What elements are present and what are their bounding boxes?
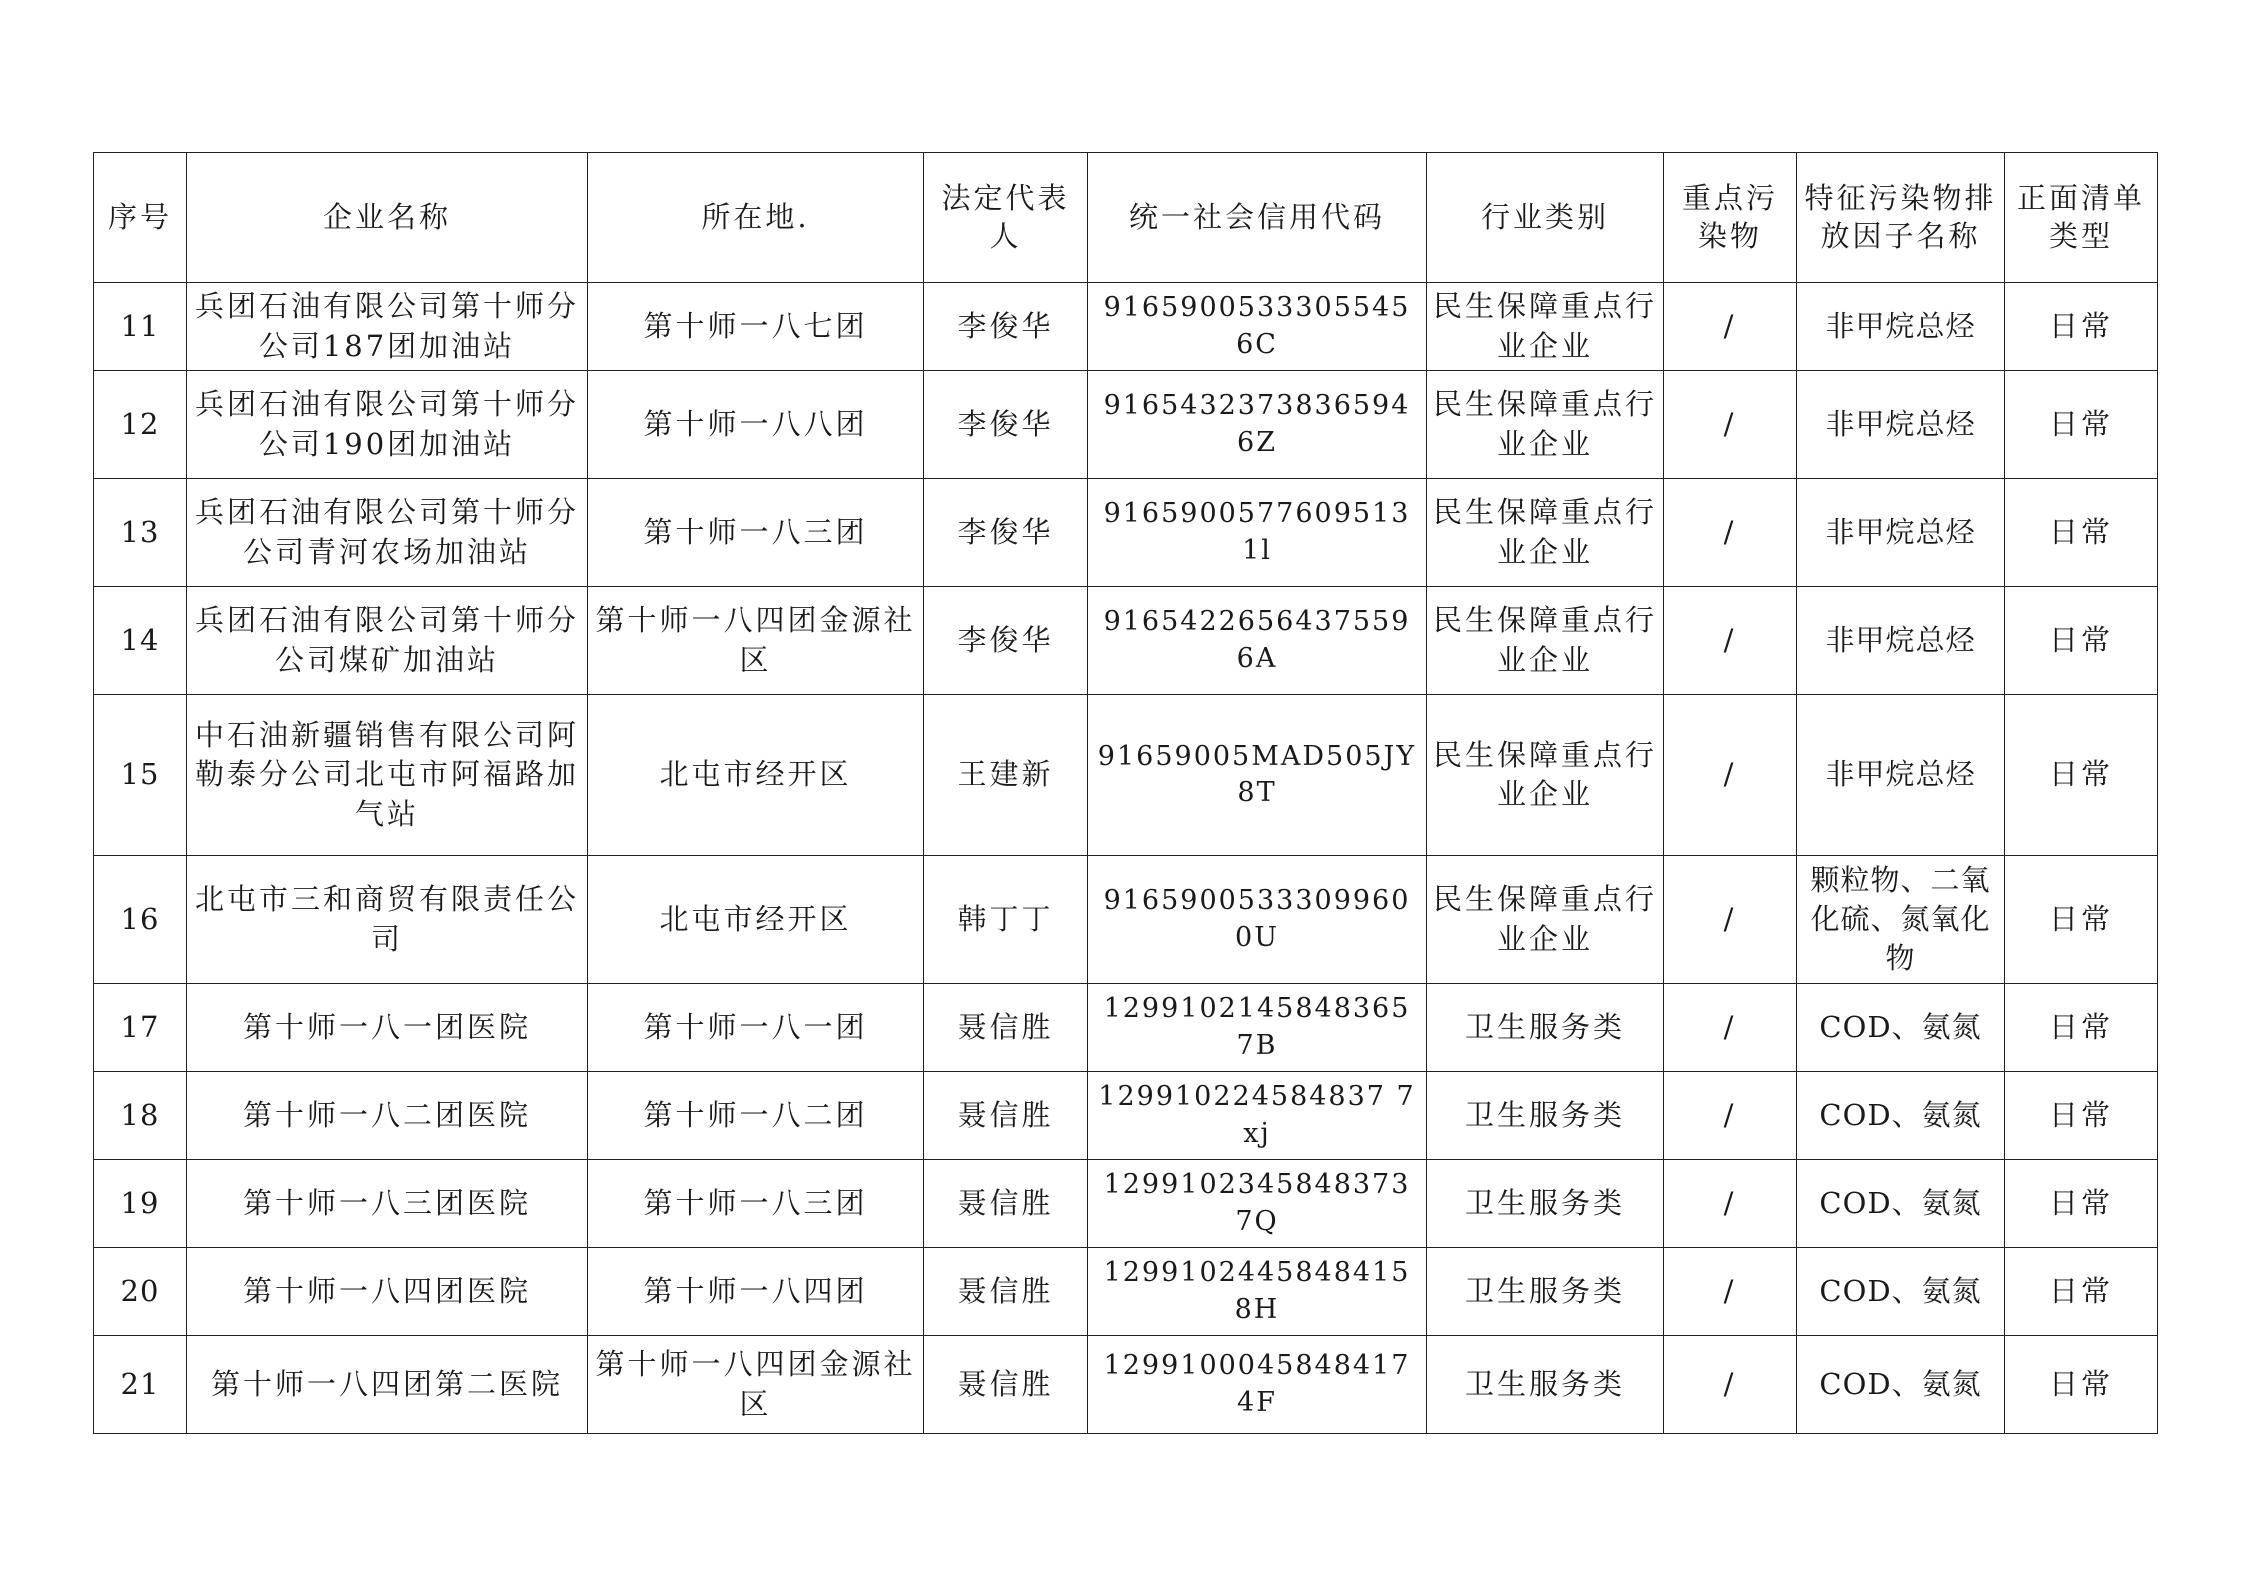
cell-list-type: 日常 — [2005, 1336, 2158, 1434]
cell-industry: 卫生服务类 — [1427, 1160, 1664, 1248]
cell-list-type: 日常 — [2005, 695, 2158, 856]
header-industry: 行业类别 — [1427, 153, 1664, 283]
cell-feature-factor: 非甲烷总烃 — [1797, 371, 2005, 479]
table-row — [94, 856, 2158, 984]
cell-name: 兵团石油有限公司第十师分公司青河农场加油站 — [187, 479, 588, 587]
cell-credit-code: 129910224584837 7xj — [1088, 1072, 1427, 1160]
table-row — [94, 1160, 2158, 1248]
cell-key-pollutant: / — [1664, 1160, 1797, 1248]
cell-name: 第十师一八一团医院 — [187, 984, 588, 1072]
cell-feature-factor: COD、氨氮 — [1797, 1248, 2005, 1336]
cell-list-type: 日常 — [2005, 283, 2158, 371]
cell-location: 北屯市经开区 — [588, 695, 924, 856]
cell-seq: 11 — [94, 283, 187, 371]
cell-credit-code: 12991024458484158H — [1088, 1248, 1427, 1336]
cell-name: 兵团石油有限公司第十师分公司煤矿加油站 — [187, 587, 588, 695]
table-row — [94, 1072, 2158, 1160]
cell-industry: 民生保障重点行业企业 — [1427, 479, 1664, 587]
cell-legal-rep: 聂信胜 — [924, 1336, 1088, 1434]
cell-seq: 21 — [94, 1336, 187, 1434]
cell-credit-code: 91659005333055456C — [1088, 283, 1427, 371]
cell-credit-code: 91654226564375596A — [1088, 587, 1427, 695]
cell-seq: 19 — [94, 1160, 187, 1248]
cell-feature-factor: COD、氨氮 — [1797, 1072, 2005, 1160]
cell-legal-rep: 聂信胜 — [924, 1160, 1088, 1248]
cell-industry: 卫生服务类 — [1427, 1072, 1664, 1160]
cell-industry: 民生保障重点行业企业 — [1427, 695, 1664, 856]
cell-credit-code: 12991000458484174F — [1088, 1336, 1427, 1434]
cell-industry: 民生保障重点行业企业 — [1427, 856, 1664, 984]
cell-legal-rep: 聂信胜 — [924, 1248, 1088, 1336]
cell-location: 北屯市经开区 — [588, 856, 924, 984]
cell-key-pollutant: / — [1664, 479, 1797, 587]
cell-feature-factor: 非甲烷总烃 — [1797, 283, 2005, 371]
cell-legal-rep: 聂信胜 — [924, 984, 1088, 1072]
cell-location: 第十师一八四团金源社区 — [588, 587, 924, 695]
cell-industry: 卫生服务类 — [1427, 1248, 1664, 1336]
cell-credit-code: 91654323738365946Z — [1088, 371, 1427, 479]
cell-legal-rep: 王建新 — [924, 695, 1088, 856]
cell-location: 第十师一八三团 — [588, 1160, 924, 1248]
cell-list-type: 日常 — [2005, 371, 2158, 479]
cell-feature-factor: COD、氨氮 — [1797, 1336, 2005, 1434]
cell-location: 第十师一八八团 — [588, 371, 924, 479]
cell-key-pollutant: / — [1664, 1336, 1797, 1434]
cell-legal-rep: 李俊华 — [924, 479, 1088, 587]
cell-location: 第十师一八四团 — [588, 1248, 924, 1336]
cell-name: 兵团石油有限公司第十师分公司187团加油站 — [187, 283, 588, 371]
cell-key-pollutant: / — [1664, 587, 1797, 695]
cell-name: 第十师一八四团第二医院 — [187, 1336, 588, 1434]
cell-location: 第十师一八四团金源社区 — [588, 1336, 924, 1434]
cell-list-type: 日常 — [2005, 587, 2158, 695]
cell-industry: 民生保障重点行业企业 — [1427, 587, 1664, 695]
enterprise-positive-list-table — [93, 152, 2158, 1434]
table-row — [94, 283, 2158, 371]
cell-seq: 18 — [94, 1072, 187, 1160]
cell-key-pollutant: / — [1664, 856, 1797, 984]
header-credit-code: 统一社会信用代码 — [1088, 153, 1427, 283]
cell-legal-rep: 聂信胜 — [924, 1072, 1088, 1160]
header-legal-rep: 法定代表人 — [924, 153, 1088, 283]
cell-list-type: 日常 — [2005, 1248, 2158, 1336]
cell-list-type: 日常 — [2005, 479, 2158, 587]
cell-feature-factor: 颗粒物、二氧化硫、氮氧化物 — [1797, 856, 2005, 984]
cell-credit-code: 12991021458483657B — [1088, 984, 1427, 1072]
cell-legal-rep: 李俊华 — [924, 587, 1088, 695]
cell-industry: 卫生服务类 — [1427, 984, 1664, 1072]
cell-legal-rep: 李俊华 — [924, 283, 1088, 371]
cell-name: 北屯市三和商贸有限责任公司 — [187, 856, 588, 984]
cell-legal-rep: 韩丁丁 — [924, 856, 1088, 984]
cell-name: 第十师一八三团医院 — [187, 1160, 588, 1248]
table-row — [94, 479, 2158, 587]
cell-key-pollutant: / — [1664, 695, 1797, 856]
cell-list-type: 日常 — [2005, 984, 2158, 1072]
table-row — [94, 695, 2158, 856]
cell-key-pollutant: / — [1664, 371, 1797, 479]
cell-key-pollutant: / — [1664, 1248, 1797, 1336]
cell-feature-factor: 非甲烷总烃 — [1797, 479, 2005, 587]
cell-seq: 20 — [94, 1248, 187, 1336]
cell-location: 第十师一八三团 — [588, 479, 924, 587]
header-location: 所在地. — [588, 153, 924, 283]
cell-feature-factor: COD、氨氮 — [1797, 1160, 2005, 1248]
cell-seq: 14 — [94, 587, 187, 695]
cell-industry: 卫生服务类 — [1427, 1336, 1664, 1434]
cell-feature-factor: 非甲烷总烃 — [1797, 587, 2005, 695]
cell-industry: 民生保障重点行业企业 — [1427, 371, 1664, 479]
table-body — [94, 283, 2158, 1434]
table-row — [94, 371, 2158, 479]
cell-name: 中石油新疆销售有限公司阿勒泰分公司北屯市阿福路加气站 — [187, 695, 588, 856]
cell-legal-rep: 李俊华 — [924, 371, 1088, 479]
cell-name: 兵团石油有限公司第十师分公司190团加油站 — [187, 371, 588, 479]
cell-credit-code: 91659005MAD505JY8T — [1088, 695, 1427, 856]
cell-location: 第十师一八二团 — [588, 1072, 924, 1160]
header-name: 企业名称 — [187, 153, 588, 283]
cell-credit-code: 91659005333099600U — [1088, 856, 1427, 984]
cell-seq: 15 — [94, 695, 187, 856]
cell-key-pollutant: / — [1664, 984, 1797, 1072]
table-row — [94, 587, 2158, 695]
cell-name: 第十师一八四团医院 — [187, 1248, 588, 1336]
table-row — [94, 984, 2158, 1072]
table-header — [94, 153, 2158, 283]
header-feature-factor: 特征污染物排放因子名称 — [1797, 153, 2005, 283]
table-row — [94, 1336, 2158, 1434]
cell-feature-factor: COD、氨氮 — [1797, 984, 2005, 1072]
cell-key-pollutant: / — [1664, 283, 1797, 371]
cell-seq: 17 — [94, 984, 187, 1072]
cell-seq: 16 — [94, 856, 187, 984]
cell-industry: 民生保障重点行业企业 — [1427, 283, 1664, 371]
cell-seq: 13 — [94, 479, 187, 587]
cell-list-type: 日常 — [2005, 856, 2158, 984]
cell-name: 第十师一八二团医院 — [187, 1072, 588, 1160]
cell-list-type: 日常 — [2005, 1072, 2158, 1160]
header-list-type: 正面清单类型 — [2005, 153, 2158, 283]
header-seq: 序号 — [94, 153, 187, 283]
cell-credit-code: 91659005776095131l — [1088, 479, 1427, 587]
cell-key-pollutant: / — [1664, 1072, 1797, 1160]
cell-location: 第十师一八一团 — [588, 984, 924, 1072]
cell-credit-code: 12991023458483737Q — [1088, 1160, 1427, 1248]
table-row — [94, 1248, 2158, 1336]
cell-seq: 12 — [94, 371, 187, 479]
cell-location: 第十师一八七团 — [588, 283, 924, 371]
header-key-pollutant: 重点污染物 — [1664, 153, 1797, 283]
cell-list-type: 日常 — [2005, 1160, 2158, 1248]
cell-feature-factor: 非甲烷总烃 — [1797, 695, 2005, 856]
